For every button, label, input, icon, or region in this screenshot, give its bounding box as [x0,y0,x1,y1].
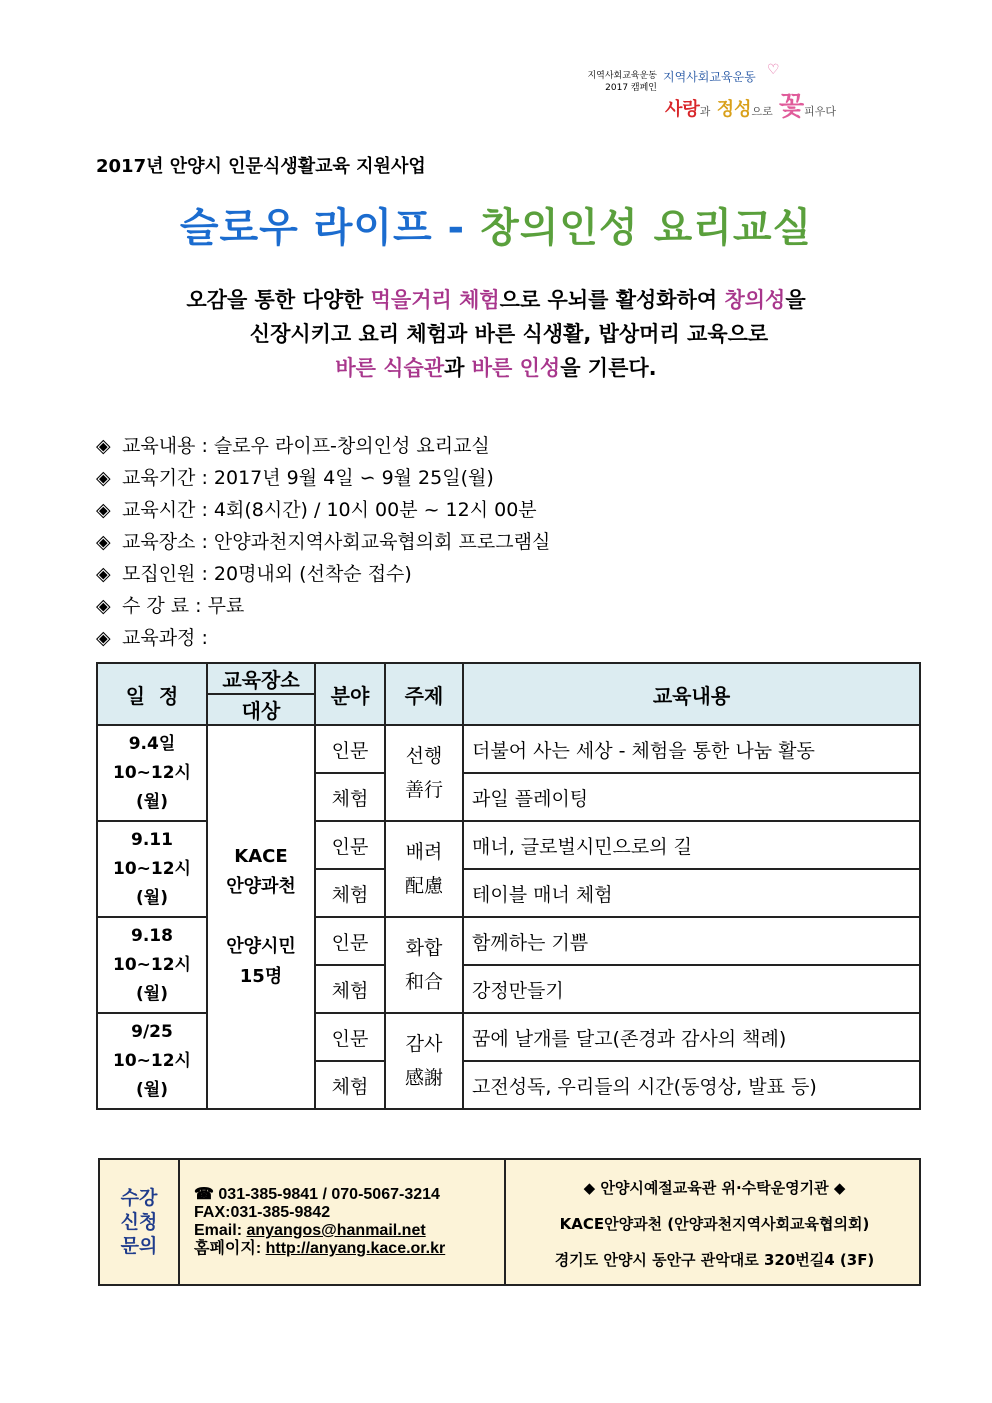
contact-label-2: 신청 [120,1211,158,1233]
date-weekday: (월) [136,983,168,1004]
intro-line1 [0,283,992,317]
slogan-care: 정성 [716,99,752,120]
date-time: 10~12시 [113,762,191,783]
title-part2: 창의인성 요리교실 [480,205,813,251]
session-date [97,821,207,917]
date-day: 9.11 [131,829,173,850]
topic-hanja: 和合 [404,971,443,993]
email-link[interactable]: anyangos@hanmail.net [246,1222,426,1239]
table-header-row [97,663,920,694]
header-content: 교육내용 [463,663,920,725]
topic-korean: 감사 [405,1033,443,1055]
title-part1: 슬로우 라이프 - [179,205,481,251]
category-cell: 인문 [315,821,385,869]
date-time: 10~12시 [113,858,191,879]
organization-info [508,1160,921,1284]
logo-slogan [665,86,836,123]
intro-l3b: 과 [444,356,472,380]
schedule-table [96,662,921,1110]
category-cell: 인문 [315,725,385,773]
topic-hanja: 感謝 [404,1067,443,1089]
date-day: 9.18 [131,925,173,946]
slogan-with: 으로 [751,105,773,118]
session-date [97,725,207,821]
email-label: Email: [194,1222,247,1239]
content-cell: 고전성독, 우리들의 시간(동영상, 발표 등) [463,1061,920,1109]
category-cell: 인문 [315,1013,385,1061]
org-address: 경기도 안양시 동안구 관악대로 320번길4 (3F) [554,1251,875,1269]
place-cell [207,725,315,1109]
topic-cell [385,1013,463,1109]
logo-small-line2: 2017 캠페인 [605,83,657,93]
place-region: 안양과천 [226,876,296,897]
info-row [96,494,550,526]
content-cell: 매너, 글로벌시민으로의 길 [463,821,920,869]
fax-number: FAX:031-385-9842 [194,1204,331,1221]
date-weekday: (월) [136,887,168,908]
intro-highlight-creativity: 창의성 [724,288,786,312]
logo-small-line1: 지역사회교육운동 [587,71,657,81]
header-topic: 주제 [385,663,463,725]
session-date [97,1013,207,1109]
topic-hanja: 善行 [404,779,443,801]
slogan-bloom: 피우다 [804,105,837,118]
contact-label [100,1160,180,1284]
slogan-and: 과 [699,105,711,118]
contact-label-1: 수강 [120,1187,158,1209]
org-line1: ◆ 안양시예절교육관 위·수탁운영기관 ◆ [583,1179,846,1197]
program-subtitle: 2017년 안양시 인문식생활교육 지원사업 [96,156,426,177]
category-cell: 인문 [315,917,385,965]
target-group: 안양시민 [226,936,296,957]
header-place: 교육장소 [207,663,315,694]
info-curriculum: 교육과정 : [122,627,208,649]
page-title [0,196,992,253]
contact-box [98,1158,921,1286]
date-day: 9/25 [131,1021,173,1042]
content-cell: 더불어 사는 세상 - 체험을 통한 나눔 활동 [463,725,920,773]
date-weekday: (월) [136,1079,168,1100]
info-fee: 수 강 료 : 무료 [122,595,245,617]
slogan-love: 사랑 [665,99,700,120]
info-row [96,430,550,462]
intro-line3 [0,351,992,385]
homepage-line [194,1240,504,1258]
place-org: KACE [234,846,288,867]
diamond-icon: ◈ [96,435,111,457]
info-recruit: 모집인원 : 20명내외 (선착순 접수) [122,563,412,585]
info-period: 교육기간 : 2017년 9월 4일 ∽ 9월 25일(월) [122,467,494,489]
session-date [97,917,207,1013]
content-cell: 과일 플레이팅 [463,773,920,821]
intro-highlight-food: 먹을거리 체험 [370,288,500,312]
header-target: 대상 [207,694,315,725]
diamond-icon: ◈ [96,499,111,521]
logo-small-text [585,70,657,94]
info-place: 교육장소 : 안양과천지역사회교육협의회 프로그램실 [122,531,551,553]
topic-korean: 선행 [405,745,443,767]
category-cell: 체험 [315,869,385,917]
category-cell: 체험 [315,773,385,821]
table-row [97,725,920,773]
intro-l3d: 을 기른다. [560,356,657,380]
target-count: 15명 [239,966,283,987]
contact-details [178,1160,506,1284]
info-row [96,558,550,590]
info-row [96,462,550,494]
diamond-icon: ◈ [96,531,111,553]
intro-line2: 신장시키고 요리 체험과 바른 식생활, 밥상머리 교육으로 [249,322,769,346]
homepage-label: 홈페이지: [194,1240,266,1257]
topic-cell [385,821,463,917]
category-cell: 체험 [315,1061,385,1109]
info-content: 교육내용 : 슬로우 라이프-창의인성 요리교실 [122,435,490,457]
contact-label-3: 문의 [120,1235,158,1257]
topic-cell [385,725,463,821]
email-line [194,1222,504,1240]
content-cell: 함께하는 기쁨 [463,917,920,965]
intro-highlight-character: 바른 인성 [471,356,561,380]
intro-highlight-habit: 바른 식습관 [335,356,445,380]
org-line2: KACE안양과천 (안양과천지역사회교육협의회) [559,1215,870,1233]
content-cell: 꿈에 날개를 달고(존경과 감사의 책례) [463,1013,920,1061]
contact-phone-line [194,1186,504,1204]
intro-l1c: 으로 우뇌를 활성화하여 [499,288,725,312]
content-cell: 테이블 매너 체험 [463,869,920,917]
topic-cell [385,917,463,1013]
date-weekday: (월) [136,791,168,812]
topic-hanja: 配慮 [404,875,443,897]
campaign-logo [585,62,885,122]
intro-l1e: 을 [785,288,806,312]
date-day: 9.4일 [128,733,176,754]
logo-campaign: 지역사회교육운동 [663,70,756,84]
diamond-icon: ◈ [96,595,111,617]
intro-l1a: 오감을 통한 다양한 [186,288,371,312]
header-category: 분야 [315,663,385,725]
info-row [96,590,550,622]
topic-korean: 배려 [405,841,443,863]
info-row [96,622,550,654]
content-cell: 강정만들기 [463,965,920,1013]
date-time: 10~12시 [113,954,191,975]
phone-number: 031-385-9841 / 070-5067-3214 [218,1186,440,1203]
info-time: 교육시간 : 4회(8시간) / 10시 00분 ~ 12시 00분 [122,499,537,521]
info-row [96,526,550,558]
heart-icon: ♡ [767,62,780,78]
intro-text [0,283,992,385]
category-cell: 체험 [315,965,385,1013]
date-time: 10~12시 [113,1050,191,1071]
info-list [96,430,550,654]
slogan-flower: 꽃 [779,92,805,122]
topic-korean: 화합 [405,937,443,959]
phone-icon: ☎ [194,1186,214,1203]
homepage-link[interactable]: http://anyang.kace.or.kr [265,1240,446,1257]
diamond-icon: ◈ [96,627,111,649]
header-date: 일 정 [97,663,207,725]
diamond-icon: ◈ [96,467,111,489]
diamond-icon: ◈ [96,563,111,585]
